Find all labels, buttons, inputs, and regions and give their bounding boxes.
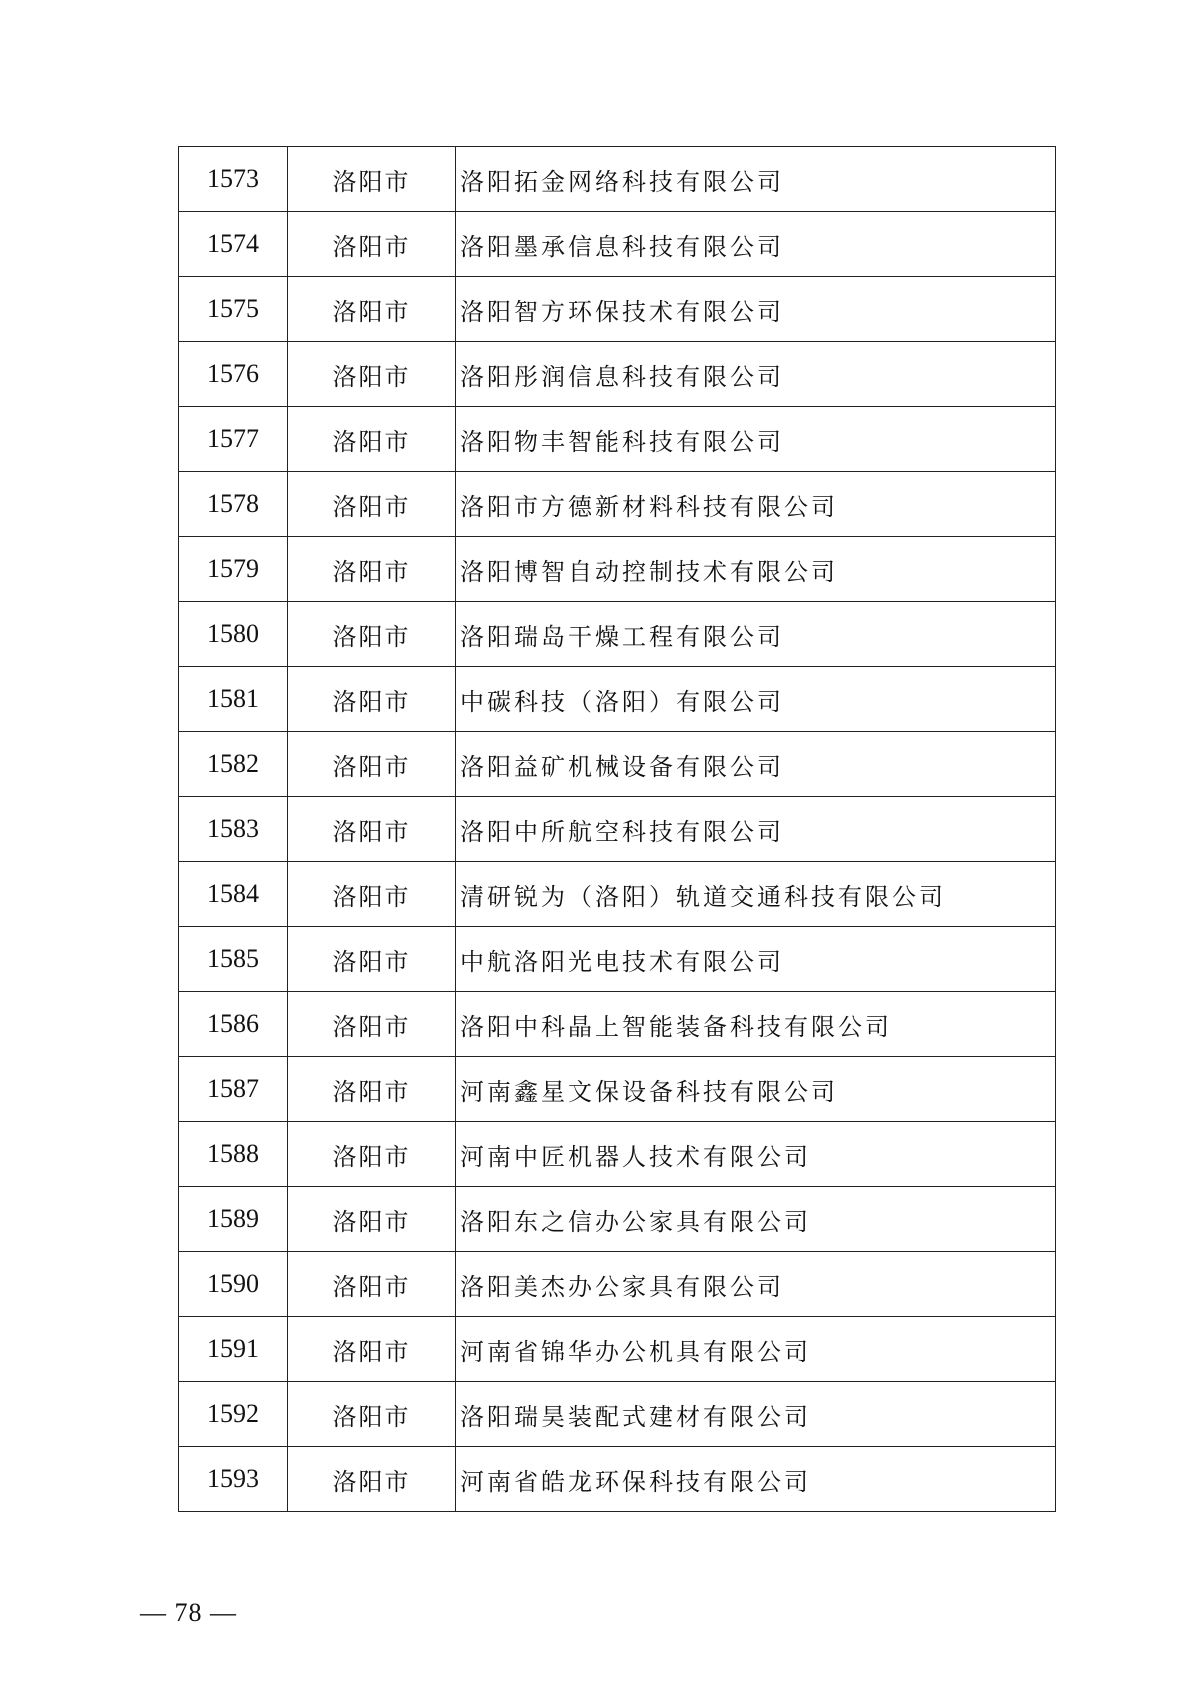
row-company-name: 洛阳物丰智能科技有限公司 <box>456 407 1056 472</box>
row-number: 1593 <box>179 1447 288 1512</box>
row-city: 洛阳市 <box>288 992 456 1057</box>
row-city: 洛阳市 <box>288 1057 456 1122</box>
row-number: 1583 <box>179 797 288 862</box>
row-company-name: 洛阳瑞昊装配式建材有限公司 <box>456 1382 1056 1447</box>
table-row <box>179 797 1056 862</box>
table-row <box>179 537 1056 602</box>
page-number: — 78 — <box>140 1598 237 1627</box>
table-body <box>179 147 1056 1512</box>
row-number: 1589 <box>179 1187 288 1252</box>
row-city: 洛阳市 <box>288 537 456 602</box>
table-row <box>179 1187 1056 1252</box>
row-company-name: 洛阳瑞岛干燥工程有限公司 <box>456 602 1056 667</box>
row-company-name: 洛阳博智自动控制技术有限公司 <box>456 537 1056 602</box>
row-company-name: 河南省锦华办公机具有限公司 <box>456 1317 1056 1382</box>
table-row <box>179 1122 1056 1187</box>
row-number: 1592 <box>179 1382 288 1447</box>
row-number: 1573 <box>179 147 288 212</box>
row-city: 洛阳市 <box>288 1447 456 1512</box>
row-number: 1575 <box>179 277 288 342</box>
row-number: 1588 <box>179 1122 288 1187</box>
row-number: 1587 <box>179 1057 288 1122</box>
row-company-name: 洛阳市方德新材料科技有限公司 <box>456 472 1056 537</box>
row-company-name: 河南中匠机器人技术有限公司 <box>456 1122 1056 1187</box>
row-number: 1579 <box>179 537 288 602</box>
row-city: 洛阳市 <box>288 667 456 732</box>
row-number: 1578 <box>179 472 288 537</box>
row-company-name: 清研锐为（洛阳）轨道交通科技有限公司 <box>456 862 1056 927</box>
table-row <box>179 1057 1056 1122</box>
table-row <box>179 147 1056 212</box>
table-row <box>179 472 1056 537</box>
row-company-name: 河南鑫星文保设备科技有限公司 <box>456 1057 1056 1122</box>
table-row <box>179 1382 1056 1447</box>
row-city: 洛阳市 <box>288 1122 456 1187</box>
row-number: 1590 <box>179 1252 288 1317</box>
table-row <box>179 992 1056 1057</box>
row-city: 洛阳市 <box>288 732 456 797</box>
row-number: 1582 <box>179 732 288 797</box>
company-list-table <box>178 146 1056 1512</box>
row-number: 1577 <box>179 407 288 472</box>
table-row <box>179 277 1056 342</box>
table-row <box>179 212 1056 277</box>
row-city: 洛阳市 <box>288 342 456 407</box>
row-company-name: 中航洛阳光电技术有限公司 <box>456 927 1056 992</box>
row-company-name: 洛阳智方环保技术有限公司 <box>456 277 1056 342</box>
row-number: 1576 <box>179 342 288 407</box>
row-number: 1581 <box>179 667 288 732</box>
row-city: 洛阳市 <box>288 1382 456 1447</box>
row-company-name: 洛阳益矿机械设备有限公司 <box>456 732 1056 797</box>
table-row <box>179 1317 1056 1382</box>
row-city: 洛阳市 <box>288 1252 456 1317</box>
table-row <box>179 1252 1056 1317</box>
row-number: 1584 <box>179 862 288 927</box>
row-company-name: 洛阳墨承信息科技有限公司 <box>456 212 1056 277</box>
row-city: 洛阳市 <box>288 147 456 212</box>
table-row <box>179 1447 1056 1512</box>
row-company-name: 洛阳美杰办公家具有限公司 <box>456 1252 1056 1317</box>
row-company-name: 洛阳拓金网络科技有限公司 <box>456 147 1056 212</box>
row-number: 1580 <box>179 602 288 667</box>
row-company-name: 洛阳彤润信息科技有限公司 <box>456 342 1056 407</box>
table-row <box>179 342 1056 407</box>
row-city: 洛阳市 <box>288 277 456 342</box>
row-number: 1574 <box>179 212 288 277</box>
table-row <box>179 667 1056 732</box>
row-city: 洛阳市 <box>288 1187 456 1252</box>
row-city: 洛阳市 <box>288 1317 456 1382</box>
table-row <box>179 862 1056 927</box>
row-company-name: 洛阳中所航空科技有限公司 <box>456 797 1056 862</box>
row-city: 洛阳市 <box>288 602 456 667</box>
table-row <box>179 602 1056 667</box>
row-city: 洛阳市 <box>288 407 456 472</box>
row-company-name: 河南省皓龙环保科技有限公司 <box>456 1447 1056 1512</box>
row-city: 洛阳市 <box>288 797 456 862</box>
row-city: 洛阳市 <box>288 472 456 537</box>
table-row <box>179 927 1056 992</box>
table-row <box>179 732 1056 797</box>
row-company-name: 中碳科技（洛阳）有限公司 <box>456 667 1056 732</box>
row-number: 1586 <box>179 992 288 1057</box>
row-company-name: 洛阳中科晶上智能装备科技有限公司 <box>456 992 1056 1057</box>
row-city: 洛阳市 <box>288 212 456 277</box>
row-company-name: 洛阳东之信办公家具有限公司 <box>456 1187 1056 1252</box>
row-city: 洛阳市 <box>288 927 456 992</box>
row-number: 1585 <box>179 927 288 992</box>
row-city: 洛阳市 <box>288 862 456 927</box>
table-row <box>179 407 1056 472</box>
row-number: 1591 <box>179 1317 288 1382</box>
